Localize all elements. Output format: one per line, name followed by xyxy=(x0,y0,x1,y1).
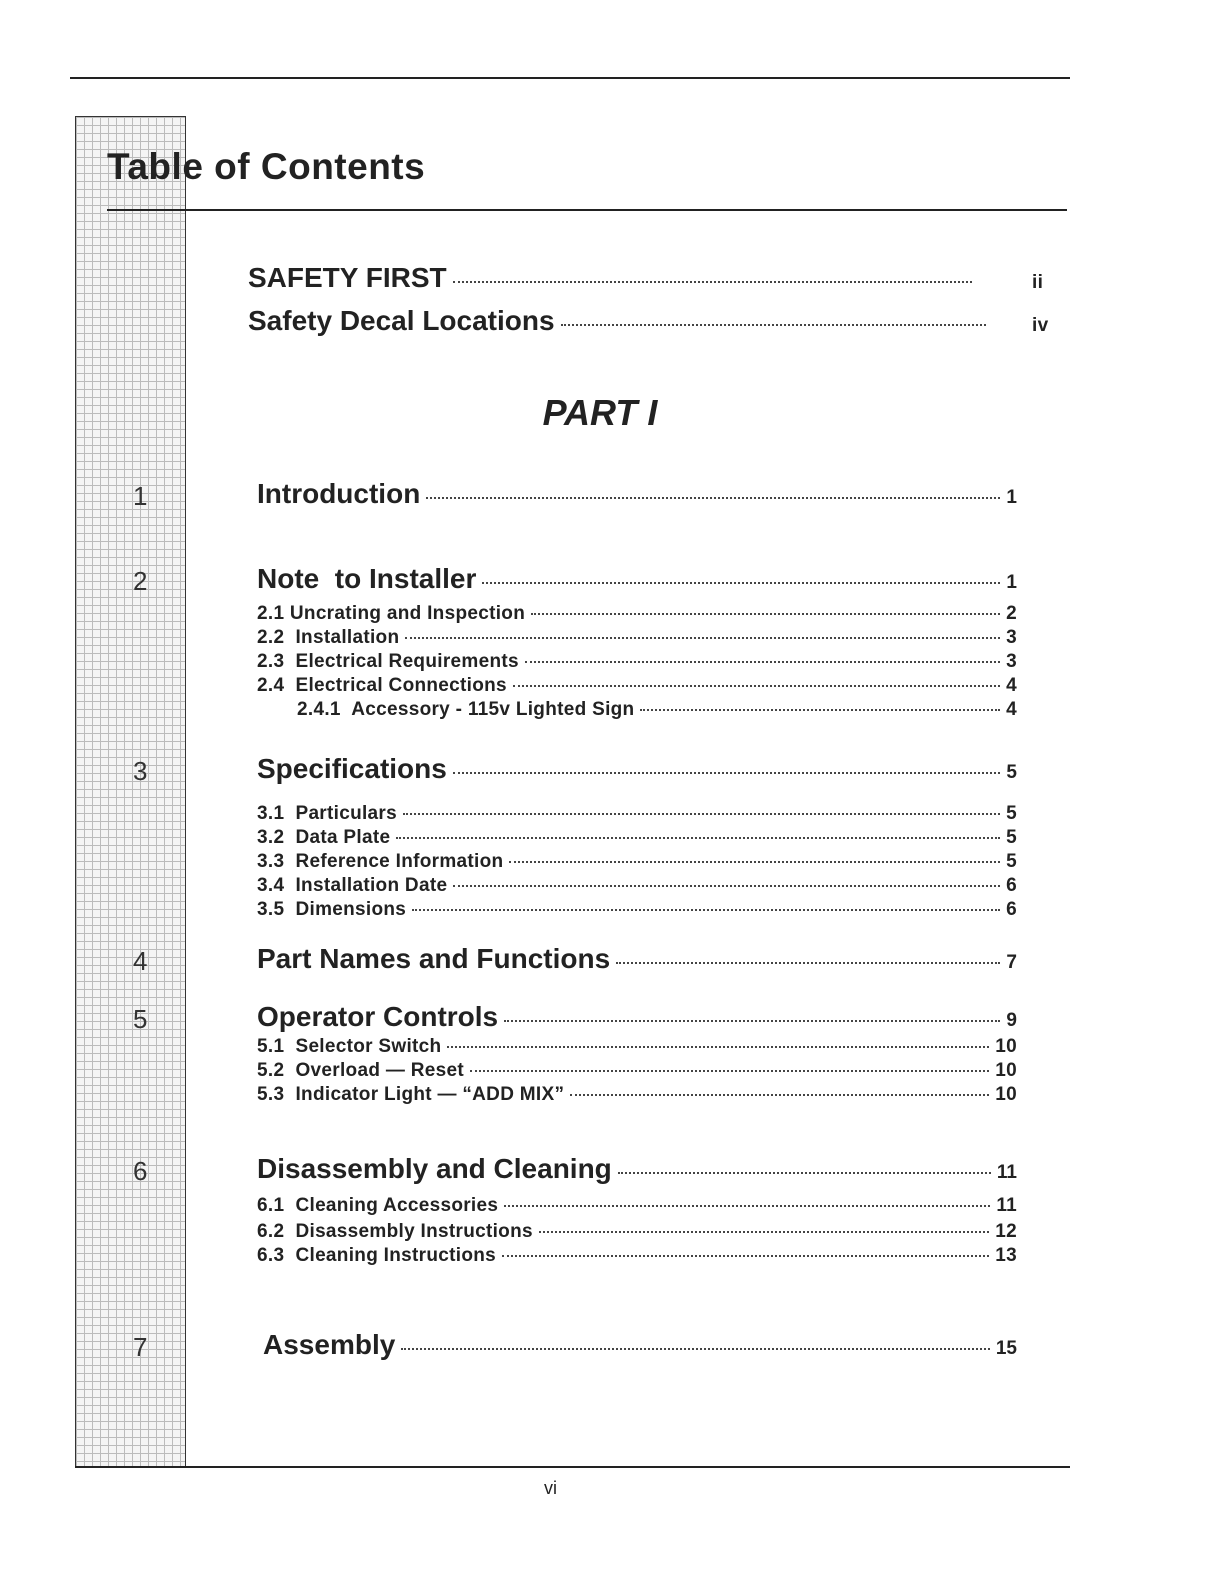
entry-title: 6.3 Cleaning Instructions xyxy=(257,1245,497,1266)
toc-subentry[interactable] xyxy=(257,899,1017,921)
dot-leader xyxy=(618,1172,991,1174)
dot-leader xyxy=(447,1046,989,1048)
entry-title: Specifications xyxy=(257,753,447,784)
entry-page: 13 xyxy=(995,1245,1017,1266)
entry-title: 2.4.1 Accessory - 115v Lighted Sign xyxy=(297,699,635,720)
toc-subentry[interactable] xyxy=(257,1084,1017,1106)
dot-leader xyxy=(531,613,1000,615)
chapter-number: 4 xyxy=(133,946,148,976)
toc-entry[interactable] xyxy=(257,563,1017,595)
dot-leader xyxy=(396,837,1000,839)
entry-title: 3.5 Dimensions xyxy=(257,899,407,920)
toc-entry[interactable] xyxy=(257,1153,1017,1185)
entry-page: 5 xyxy=(1006,762,1017,783)
entry-title: SAFETY FIRST xyxy=(248,262,447,293)
chapter-number: 5 xyxy=(133,1004,148,1034)
dot-leader xyxy=(570,1094,989,1096)
toc-subentry[interactable] xyxy=(257,803,1017,825)
entry-page: 9 xyxy=(1006,1010,1017,1031)
page-title: Table of Contents xyxy=(107,146,426,187)
dot-leader xyxy=(539,1231,989,1233)
entry-title: Assembly xyxy=(263,1329,396,1360)
dot-leader xyxy=(401,1348,990,1350)
entry-title: 5.3 Indicator Light — “ADD MIX” xyxy=(257,1084,565,1105)
grid-sidebar xyxy=(75,116,186,1468)
entry-title: Disassembly and Cleaning xyxy=(257,1153,612,1184)
dot-leader xyxy=(405,637,1000,639)
entry-title: 2.1 Uncrating and Inspection xyxy=(257,603,526,624)
entry-page: 10 xyxy=(995,1060,1017,1081)
toc-entry[interactable] xyxy=(263,1329,1017,1361)
entry-title: 2.2 Installation xyxy=(257,627,400,648)
bottom-rule xyxy=(75,1466,1070,1468)
dot-leader xyxy=(525,661,1000,663)
toc-subentry[interactable] xyxy=(257,1195,1017,1217)
entry-title: 3.3 Reference Information xyxy=(257,851,504,872)
dot-leader xyxy=(470,1070,989,1072)
entry-page: 12 xyxy=(995,1221,1017,1242)
entry-title: 6.1 Cleaning Accessories xyxy=(257,1195,499,1216)
toc-subentry[interactable] xyxy=(257,875,1017,897)
entry-title: Note to Installer xyxy=(257,563,477,594)
dot-leader xyxy=(453,281,972,283)
page-number: vi xyxy=(544,1478,557,1498)
entry-title: 6.2 Disassembly Instructions xyxy=(257,1221,533,1242)
dot-leader xyxy=(504,1205,990,1207)
entry-page: 5 xyxy=(1006,803,1017,824)
part-heading: PART I xyxy=(542,392,658,433)
entry-title: Part Names and Functions xyxy=(257,943,611,974)
dot-leader xyxy=(640,709,1000,711)
dot-leader xyxy=(509,861,1000,863)
dot-leader xyxy=(426,497,1000,499)
entry-page: 15 xyxy=(995,1338,1017,1359)
dot-leader xyxy=(504,1020,1000,1022)
entry-page: iv xyxy=(1032,315,1049,336)
entry-page: 3 xyxy=(1006,651,1017,672)
toc-entry[interactable] xyxy=(257,1001,1017,1033)
entry-title: Introduction xyxy=(257,478,421,509)
toc-subentry[interactable] xyxy=(257,603,1017,625)
entry-page: 6 xyxy=(1006,899,1017,920)
entry-page: 1 xyxy=(1006,487,1017,508)
chapter-number: 2 xyxy=(133,566,148,596)
entry-title: 3.4 Installation Date xyxy=(257,875,448,896)
entry-title: 2.3 Electrical Requirements xyxy=(257,651,519,672)
title-rule xyxy=(107,209,1067,211)
entry-page: 10 xyxy=(995,1084,1017,1105)
chapter-number: 3 xyxy=(133,756,148,786)
toc-entry[interactable] xyxy=(248,262,978,294)
entry-page: 10 xyxy=(995,1036,1017,1057)
entry-page: 5 xyxy=(1006,851,1017,872)
toc-entry[interactable] xyxy=(248,305,992,337)
dot-leader xyxy=(482,582,1000,584)
entry-page: ii xyxy=(1032,272,1044,293)
toc-subentry[interactable] xyxy=(257,1060,1017,1082)
toc-subentry[interactable] xyxy=(257,827,1017,849)
entry-title: 5.2 Overload — Reset xyxy=(257,1060,464,1081)
entry-page: 5 xyxy=(1006,827,1017,848)
chapter-number: 1 xyxy=(133,481,148,511)
toc-subentry[interactable] xyxy=(257,1221,1017,1243)
chapter-number: 6 xyxy=(133,1156,148,1186)
entry-page: 11 xyxy=(996,1162,1017,1183)
entry-page: 2 xyxy=(1006,603,1017,624)
dot-leader xyxy=(513,685,1000,687)
entry-page: 7 xyxy=(1006,952,1017,973)
toc-subentry[interactable] xyxy=(257,651,1017,673)
entry-title: 5.1 Selector Switch xyxy=(257,1036,442,1057)
dot-leader xyxy=(453,885,1000,887)
top-rule xyxy=(70,77,1070,79)
entry-page: 11 xyxy=(996,1195,1017,1216)
dot-leader xyxy=(616,962,1000,964)
toc-entry[interactable] xyxy=(257,943,1017,975)
toc-subentry[interactable] xyxy=(257,675,1017,697)
entry-title: 3.1 Particulars xyxy=(257,803,397,824)
entry-title: Safety Decal Locations xyxy=(248,305,555,336)
entry-page: 4 xyxy=(1006,675,1017,696)
toc-subentry[interactable] xyxy=(257,851,1017,873)
entry-title: Operator Controls xyxy=(257,1001,499,1032)
toc-subentry[interactable] xyxy=(257,1245,1017,1267)
toc-subentry[interactable] xyxy=(257,1036,1017,1058)
dot-leader xyxy=(453,772,1001,774)
dot-leader xyxy=(403,813,1000,815)
toc-subentry[interactable] xyxy=(257,627,1017,649)
dot-leader xyxy=(412,909,1000,911)
entry-title: 3.2 Data Plate xyxy=(257,827,391,848)
entry-page: 4 xyxy=(1006,699,1017,720)
dot-leader xyxy=(561,324,986,326)
entry-page: 6 xyxy=(1006,875,1017,896)
toc-entry[interactable] xyxy=(257,753,1017,785)
entry-title: 2.4 Electrical Connections xyxy=(257,675,507,696)
toc-subentry[interactable] xyxy=(297,699,1017,721)
dot-leader xyxy=(502,1255,989,1257)
entry-page: 1 xyxy=(1006,572,1017,593)
chapter-number: 7 xyxy=(133,1332,148,1362)
toc-entry[interactable] xyxy=(257,478,1017,510)
entry-page: 3 xyxy=(1006,627,1017,648)
